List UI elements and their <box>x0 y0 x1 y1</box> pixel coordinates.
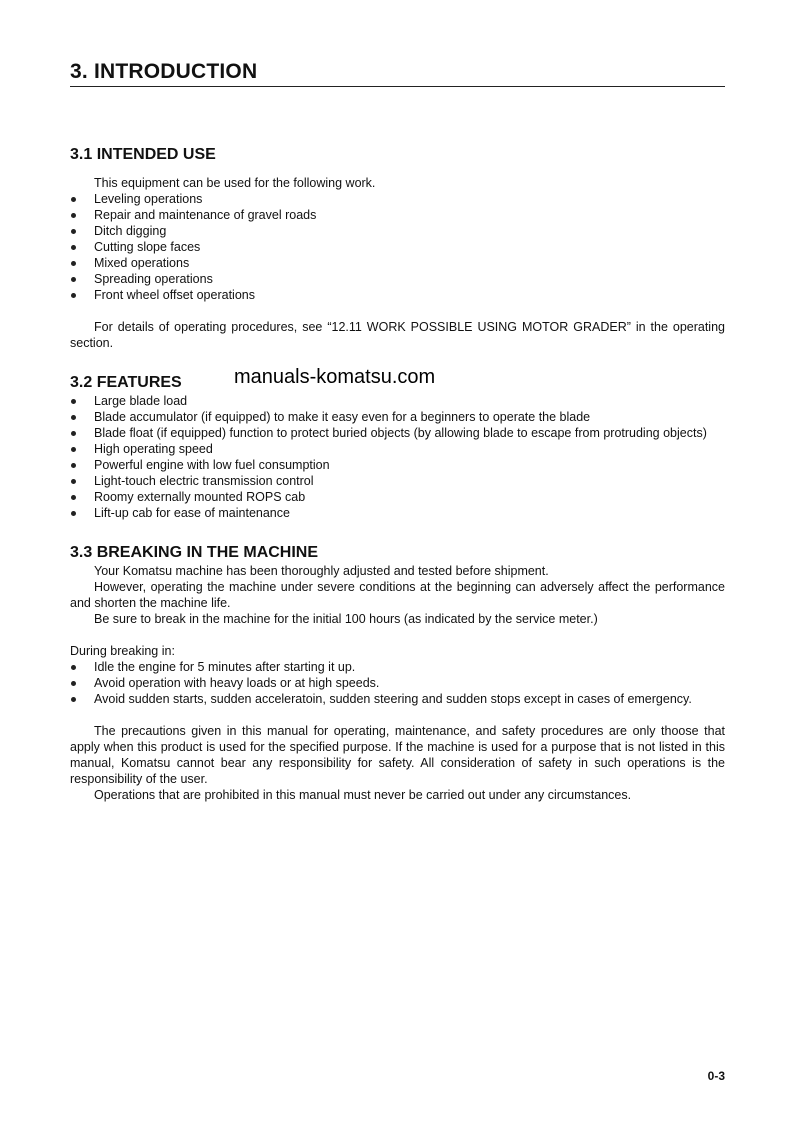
list-item: Roomy externally mounted ROPS cab <box>70 489 725 505</box>
list-item: Mixed operations <box>70 255 725 271</box>
list-item: Large blade load <box>70 393 725 409</box>
section-heading-breaking-in: 3.3 BREAKING IN THE MACHINE <box>70 544 319 561</box>
list-item: Light-touch electric transmission control <box>70 473 725 489</box>
section-heading-features: 3.2 FEATURES <box>70 374 182 391</box>
list-item: Cutting slope faces <box>70 239 725 255</box>
list-item: Ditch digging <box>70 223 725 239</box>
page-number: 0-3 <box>707 1069 725 1083</box>
breaking-in-para-3: Be sure to break in the machine for the initial 100 hours (as indicated by the service meter.) <box>94 612 598 626</box>
list-item: Front wheel offset operations <box>70 287 725 303</box>
prohibited-paragraph: Operations that are prohibited in this manual must never be carried out under any circumstances. <box>94 788 632 802</box>
intended-use-list <box>70 191 725 303</box>
list-item: Lift-up cab for ease of maintenance <box>70 505 725 521</box>
list-item: Avoid sudden starts, sudden acceleratoin, sudden steering and sudden stops except in cases of emergency. <box>70 691 725 707</box>
intended-use-intro: This equipment can be used for the following work. <box>94 176 376 190</box>
features-section <box>70 366 725 393</box>
breaking-in-list <box>70 659 725 707</box>
watermark-text: manuals-komatsu.com <box>234 366 436 388</box>
intended-use-details: For details of operating procedures, see “12.11 WORK POSSIBLE USING MOTOR GRADER” in the operating section. <box>70 320 725 350</box>
section-heading-intended-use: 3.1 INTENDED USE <box>70 146 216 163</box>
manual-page <box>70 60 725 803</box>
list-item: Blade float (if equipped) function to protect buried objects (by allowing blade to escape from protruding objects) <box>70 425 725 441</box>
list-item: Blade accumulator (if equipped) to make it easy even for a beginners to operate the blade <box>70 409 725 425</box>
breaking-in-para-2: However, operating the machine under severe conditions at the beginning can adversely affect the performance and shorten the machine life. <box>70 580 725 610</box>
list-item: Spreading operations <box>70 271 725 287</box>
page-title: 3. INTRODUCTION <box>70 60 725 87</box>
list-item: Leveling operations <box>70 191 725 207</box>
list-item: Avoid operation with heavy loads or at high speeds. <box>70 675 725 691</box>
during-breaking-in-label: During breaking in: <box>70 644 175 658</box>
list-item: Powerful engine with low fuel consumption <box>70 457 725 473</box>
list-item: Idle the engine for 5 minutes after starting it up. <box>70 659 725 675</box>
list-item: Repair and maintenance of gravel roads <box>70 207 725 223</box>
precautions-paragraph: The precautions given in this manual for operating, maintenance, and safety procedures are only thoose that apply when this product is used for the specified purpose. If the machine is used for a purpose that is not listed in this manual, Komatsu cannot bear any responsibility for safety. All consideration of safety in such operations is the responsibility of the user. <box>70 724 725 786</box>
breaking-in-para-1: Your Komatsu machine has been thoroughly adjusted and tested before shipment. <box>94 564 549 578</box>
list-item: High operating speed <box>70 441 725 457</box>
features-list <box>70 393 725 521</box>
